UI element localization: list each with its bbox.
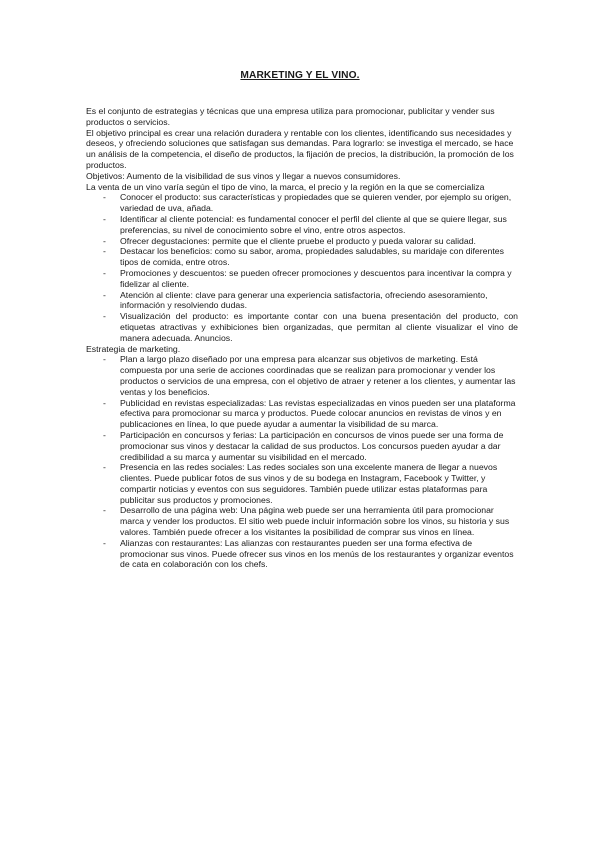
- list-item: - Participación en concursos y ferias: La participación en concursos de vinos puede ser una forma de promocionar sus vinos y destacar la calidad de sus productos. Los concursos pueden ayudar a dar credibilidad a su marca y aumentar su visibilidad en el mercado.: [86, 430, 518, 462]
- intro-paragraph-objective: El objetivo principal es crear una relación duradera y rentable con los clientes, identificando sus necesidades y deseos, y ofreciendo soluciones que satisfagan sus demandas. Para lograrlo: se investiga el mercado, se hace un análisis de la competencia, el diseño de productos, la fijación de precios, la distribución, la promoción de los productos.: [86, 127, 514, 170]
- list-item: - Publicidad en revistas especializadas: Las revistas especializadas en vinos pueden ser una plataforma efectiva para promocionar su marca y productos. Puede colocar anuncios en revistas de vinos y en publicaciones en línea, lo que puede ayudar a aumentar la visibilidad de su marca.: [86, 398, 518, 430]
- intro-paragraph-goals: Objetivos: Aumento de la visibilidad de sus vinos y llegar a nuevos consumidores.: [86, 170, 401, 181]
- list-item: - Ofrecer degustaciones: permite que el cliente pruebe el producto y pueda valorar su calidad.: [86, 236, 518, 247]
- intro-paragraph-sales: La venta de un vino varía según el tipo de vino, la marca, el precio y la región en la que se comercializa: [86, 181, 485, 192]
- list-item: - Plan a largo plazo diseñado por una empresa para alcanzar sus objetivos de marketing. Está compuesta por una serie de acciones coordinadas que se realizan para promocionar y vender los productos o servicios de una empresa, con el objetivo de atraer y retener a los clientes, y aumentar las ventas y los beneficios.: [86, 354, 518, 397]
- list-item: - Identificar al cliente potencial: es fundamental conocer el perfil del cliente al que se quiere llegar, sus preferencias, su nivel de conocimiento sobre el vino, entre otros aspectos.: [86, 214, 518, 236]
- list-item: - Promociones y descuentos: se pueden ofrecer promociones y descuentos para incentivar la compra y fidelizar al cliente.: [86, 268, 518, 290]
- sales-list: [86, 192, 518, 343]
- list-item: - Destacar los beneficios: como su sabor, aroma, propiedades saludables, su maridaje con diferentes tipos de comida, entre otros.: [86, 246, 518, 268]
- document-title: MARKETING Y EL VINO.: [240, 70, 360, 81]
- list-item: - Desarrollo de una página web: Una página web puede ser una herramienta útil para promocionar marca y vender los productos. El sitio web puede incluir información sobre los vinos, su historia y sus valores. También puede ofrecer a los visitantes la posibilidad de comprar sus vinos en línea.: [86, 505, 518, 537]
- intro-paragraph-definition: Es el conjunto de estrategias y técnicas que una empresa utiliza para promocionar, publicitar y vender sus productos o servicios.: [86, 106, 495, 127]
- document-body: [86, 106, 518, 570]
- strategy-list: [86, 354, 518, 570]
- list-item: - Conocer el producto: sus características y propiedades que se quieren vender, por ejemplo su origen, variedad de uva, añada.: [86, 192, 518, 214]
- list-item: - Alianzas con restaurantes: Las alianzas con restaurantes pueden ser una forma efectiva de promocionar sus vinos. Puede ofrecer sus vinos en los menús de los restaurantes y organizar eventos de cata en colaboración con los chefs.: [86, 538, 518, 570]
- list-item: - Visualización del producto: es importante contar con una buena presentación del producto, con etiquetas atractivas y exhibiciones bien organizadas, que permitan al cliente visualizar el vino de manera adecuada. Anuncios.: [86, 311, 518, 343]
- strategy-heading: Estrategia de marketing.: [86, 343, 181, 354]
- list-item: - Presencia en las redes sociales: Las redes sociales son una excelente manera de llegar a nuevos clientes. Puede publicar fotos de sus vinos y de su bodega en Instagram, Facebook y Twitter, y compartir noticias y eventos con sus seguidores. También puede utilizar estas plataformas para publicitar sus productos y promociones.: [86, 462, 518, 505]
- list-item: - Atención al cliente: clave para generar una experiencia satisfactoria, ofreciendo asesoramiento, información y resolviendo dudas.: [86, 290, 518, 312]
